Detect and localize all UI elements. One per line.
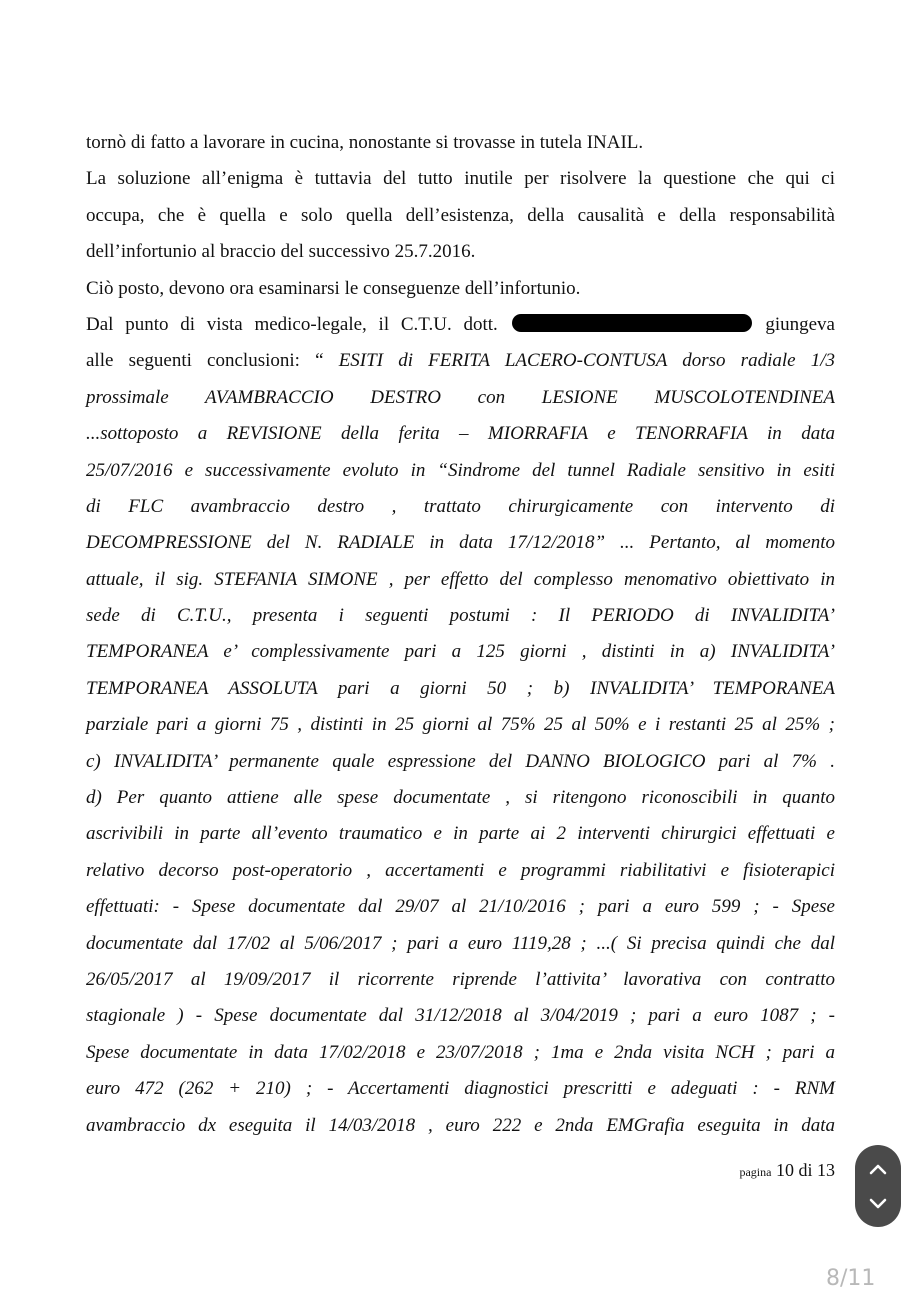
text-line	[86, 380, 835, 416]
text-segment: 26/05/2017 al 19/09/2017 il ricorrente riprende l’attivita’ lavorativa con contratto	[86, 968, 835, 990]
text-segment: avambraccio dx eseguita il 14/03/2018 , euro 222 e 2nda EMGrafia eseguita in data	[86, 1114, 835, 1136]
text-segment: TEMPORANEA e’ complessivamente pari a 125 giorni , distinti in a) INVALIDITA’	[86, 641, 835, 663]
text-line	[86, 671, 835, 707]
text-segment: Dal punto di vista medico-legale, il C.T.U. dott.	[86, 313, 498, 335]
text-line	[86, 525, 835, 561]
text-line	[86, 198, 835, 234]
text-line	[86, 1108, 835, 1144]
text-segment: prossimale AVAMBRACCIO DESTRO con LESIONE MUSCOLOTENDINEA	[86, 386, 835, 408]
text-segment: dell’infortunio al braccio del successivo 25.7.2016.	[86, 241, 476, 263]
text-line	[86, 598, 835, 634]
text-segment: ascrivibili in parte all’evento traumatico e in parte ai 2 interventi chirurgici effettuati e	[86, 823, 835, 845]
text-line	[86, 962, 835, 998]
redaction-bar	[512, 314, 752, 332]
text-line	[86, 1035, 835, 1071]
text-segment: ESITI di FERITA LACERO-CONTUSA dorso radiale 1/3	[338, 350, 835, 372]
footer-page-word: pagina	[739, 1165, 772, 1179]
text-segment: giungeva	[765, 313, 835, 335]
text-line	[86, 234, 835, 270]
text-segment: alle seguenti conclusioni: “	[86, 350, 324, 372]
text-line	[86, 307, 835, 343]
text-segment: occupa, che è quella e solo quella dell’esistenza, della causalità e della responsabilità	[86, 204, 835, 226]
text-segment: relativo decorso post-operatorio , accertamenti e programmi riabilitativi e fisioterapici	[86, 859, 835, 881]
text-segment: Spese documentate in data 17/02/2018 e 23/07/2018 ; 1ma e 2nda visita NCH ; pari a	[86, 1041, 835, 1063]
text-line	[86, 562, 835, 598]
text-segment: c) INVALIDITA’ permanente quale espressione del DANNO BIOLOGICO pari al 7% .	[86, 750, 835, 772]
text-line	[86, 489, 835, 525]
chevron-down-icon	[869, 1198, 887, 1210]
footer-page-number: 10	[775, 1160, 794, 1180]
text-segment: ...sottoposto a REVISIONE della ferita – MIORRAFIA e TENORRAFIA in data	[86, 423, 835, 445]
next-page-button[interactable]	[863, 1190, 893, 1218]
text-segment: La soluzione all’enigma è tuttavia del tutto inutile per risolvere la questione che qui ci	[86, 168, 835, 190]
text-line	[86, 707, 835, 743]
text-line	[86, 744, 835, 780]
footer-of-word: di	[798, 1160, 813, 1180]
chevron-up-icon	[869, 1163, 887, 1175]
text-segment: tornò di fatto a lavorare in cucina, nonostante si trovasse in tutela INAIL.	[86, 132, 644, 153]
text-segment: stagionale ) - Spese documentate dal 31/12/2018 al 3/04/2019 ; pari a euro 1087 ; -	[86, 1005, 835, 1027]
text-segment: parziale pari a giorni 75 , distinti in 25 giorni al 75% 25 al 50% e i restanti 25 al 25% ;	[86, 714, 835, 736]
text-segment: documentate dal 17/02 al 5/06/2017 ; pari a euro 1119,28 ; ...( Si precisa quindi che dal	[86, 932, 835, 954]
text-line	[86, 816, 835, 852]
text-segment: d) Per quanto attiene alle spese documentate , si ritengono riconoscibili in quanto	[86, 787, 835, 809]
text-line	[86, 161, 835, 197]
text-segment: di FLC avambraccio destro , trattato chirurgicamente con intervento di	[86, 495, 835, 517]
previous-page-button[interactable]	[863, 1155, 893, 1183]
text-line	[86, 416, 835, 452]
text-line	[86, 453, 835, 489]
text-segment: euro 472 (262 + 210) ; - Accertamenti diagnostici prescritti e adeguati : - RNM	[86, 1078, 835, 1100]
text-segment: effettuati: - Spese documentate dal 29/07 al 21/10/2016 ; pari a euro 599 ; - Spese	[86, 896, 835, 918]
text-line	[86, 343, 835, 379]
text-line	[86, 926, 835, 962]
text-line	[86, 889, 835, 925]
page-navigation	[855, 1145, 901, 1227]
page-counter: 8/11	[826, 1266, 876, 1291]
text-line	[86, 853, 835, 889]
page-footer	[739, 1160, 835, 1181]
document-body	[86, 125, 835, 1144]
text-line	[86, 1071, 835, 1107]
text-line	[86, 780, 835, 816]
text-segment: sede di C.T.U., presenta i seguenti postumi : Il PERIODO di INVALIDITA’	[86, 605, 835, 627]
text-segment: DECOMPRESSIONE del N. RADIALE in data 17/12/2018” ... Pertanto, al momento	[86, 532, 835, 554]
footer-total-pages: 13	[817, 1160, 835, 1180]
text-line	[86, 634, 835, 670]
text-segment: attuale, il sig. STEFANIA SIMONE , per effetto del complesso menomativo obiettivato in	[86, 568, 835, 590]
text-segment: TEMPORANEA ASSOLUTA pari a giorni 50 ; b) INVALIDITA’ TEMPORANEA	[86, 677, 835, 699]
text-line	[86, 125, 835, 161]
text-segment: Ciò posto, devono ora esaminarsi le conseguenze dell’infortunio.	[86, 277, 581, 299]
text-line	[86, 271, 835, 307]
text-segment: 25/07/2016 e successivamente evoluto in “Sindrome del tunnel Radiale sensitivo in esiti	[86, 459, 835, 481]
text-line	[86, 998, 835, 1034]
